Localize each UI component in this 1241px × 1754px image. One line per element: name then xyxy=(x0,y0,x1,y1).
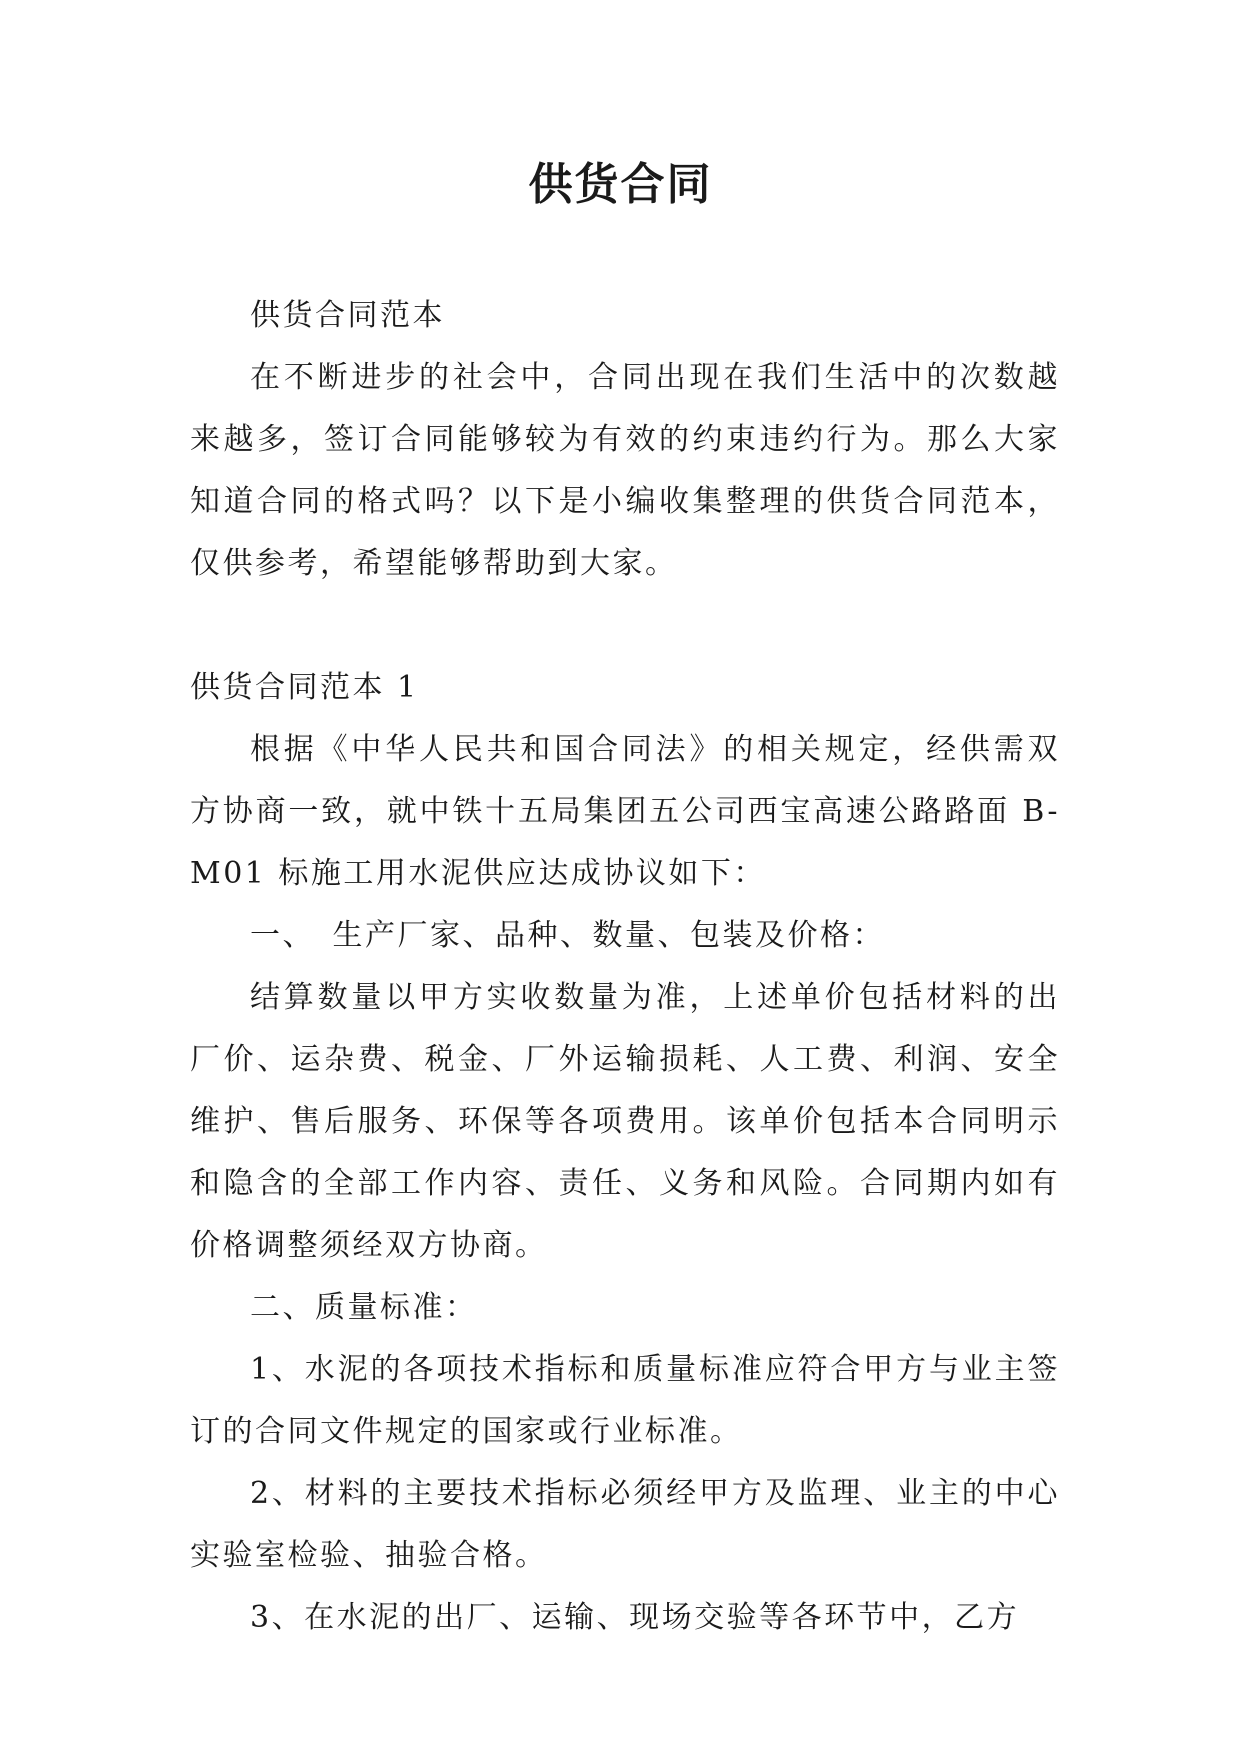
quality-item-1: 1、水泥的各项技术指标和质量标准应符合甲方与业主签订的合同文件规定的国家或行业标准。 xyxy=(190,1352,1060,1449)
clause-heading-1: 一、 生产厂家、品种、数量、包装及价格： xyxy=(250,918,885,953)
intro-paragraph: 在不断进步的社会中，合同出现在我们生活中的次数越来越多，签订合同能够较为有效的约束违约行为。那么大家知道合同的格式吗？以下是小编收集整理的供货合同范本，仅供参考，希望能够帮助到大家。 xyxy=(190,360,1060,581)
document-title: 供货合同 xyxy=(528,159,713,210)
quality-item-3: 3、在水泥的出厂、运输、现场交验等各环节中，乙方 xyxy=(250,1600,1020,1635)
clause-heading-2: 二、质量标准： xyxy=(250,1290,478,1325)
section-subtitle: 供货合同范本 xyxy=(250,298,445,333)
document-body xyxy=(190,285,1060,1649)
settlement-paragraph: 结算数量以甲方实收数量为准，上述单价包括材料的出厂价、运杂费、税金、厂外运输损耗、人工费、利润、安全维护、售后服务、环保等各项费用。该单价包括本合同明示和隐含的全部工作内容、责任、义务和风险。合同期内如有价格调整须经双方协商。 xyxy=(190,980,1060,1263)
paragraph-gap xyxy=(190,595,1060,657)
agreement-paragraph: 根据《中华人民共和国合同法》的相关规定，经供需双方协商一致，就中铁十五局集团五公司西宝高速公路路面 B-M01 标施工用水泥供应达成协议如下： xyxy=(190,732,1060,891)
sample-heading: 供货合同范本 1 xyxy=(190,670,419,705)
quality-item-2: 2、材料的主要技术指标必须经甲方及监理、业主的中心实验室检验、抽验合格。 xyxy=(190,1476,1060,1573)
